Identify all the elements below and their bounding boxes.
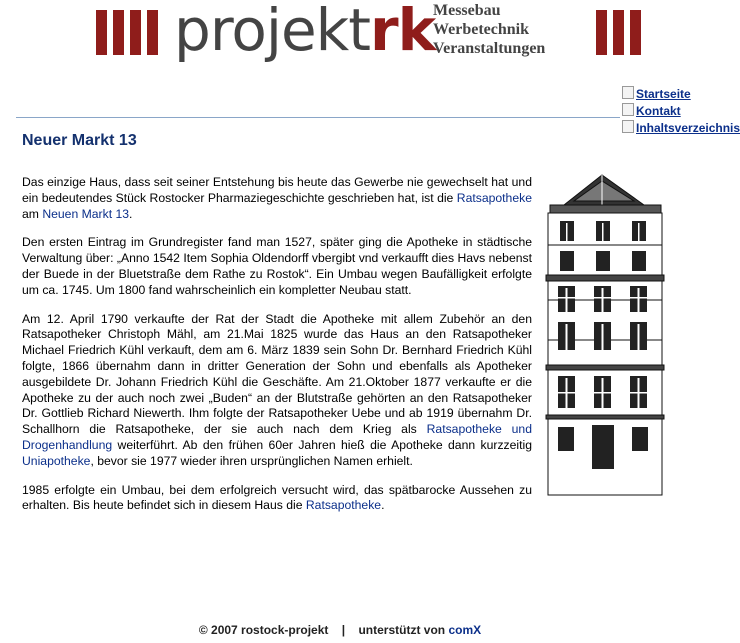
- paragraph-history: Den ersten Eintrag im Grundregister fand man 1527, später ging die Apotheke in städtische Verwaltung über: „Anno 1542 Item Sophia Oldendorff vbergibt vnd verkaufft dies Havs nebenst der Buede in der Bluetstraße dem Rathe zu Rostok“. Ein Umbau wegen Baufälligkeit erfolgte um ca. 1745. Um 1800 fand wahrscheinlich ein kompletter Neubau statt.: [22, 235, 532, 297]
- article-body: [22, 175, 668, 527]
- broken-image-icon: [622, 103, 634, 116]
- link-ratsapotheke-today[interactable]: Ratsapotheke: [305, 498, 382, 513]
- nav-link-startseite[interactable]: [622, 86, 691, 103]
- site-logo[interactable]: [174, 0, 435, 62]
- link-uniapotheke[interactable]: Uniapotheke: [22, 453, 91, 468]
- nav-link-label: Kontakt: [636, 104, 681, 118]
- header-divider: [16, 117, 620, 118]
- paragraph-text: weiterführt. Ab den frühen 60er Jahren hieß die Apotheke dann kurzzeitig: [112, 437, 532, 452]
- tagline-line: Messebau: [433, 2, 501, 19]
- building-illustration: [544, 175, 665, 495]
- page-title: Neuer Markt 13: [22, 132, 137, 149]
- paragraph-text: .: [381, 498, 385, 513]
- side-nav: [622, 86, 740, 137]
- footer-supporter-link[interactable]: comX: [448, 623, 482, 637]
- logo-text-accent: rk: [370, 0, 436, 64]
- nav-link-inhaltsverzeichnis[interactable]: [622, 120, 740, 137]
- broken-image-icon: [622, 86, 634, 99]
- tagline-line: Veranstaltungen: [433, 40, 546, 57]
- broken-image-icon: [622, 120, 634, 133]
- nav-link-label: Inhaltsverzeichnis: [636, 121, 740, 135]
- link-ratsapotheke[interactable]: Ratsapotheke: [456, 190, 532, 205]
- footer-supported-by: unterstützt von: [358, 623, 446, 637]
- site-header: [0, 0, 680, 70]
- tagline-line: Werbetechnik: [433, 21, 529, 38]
- nav-link-label: Startseite: [636, 87, 691, 101]
- link-ratsapotheke-drogenhandlung[interactable]: Ratsapotheke und Drogenhandlung: [22, 422, 532, 452]
- nav-link-kontakt[interactable]: [622, 103, 680, 120]
- paragraph-text: Am 12. April 1790 verkaufte der Rat der Stadt die Apotheke mit allem Zubehör an den Ratsapotheker Christoph Mähl, am 21.Mai 1825 wurde das Haus an den Ratsapotheker Michael Friedrich Kühl verkauft, dem am 6. März 1839 sein Sohn Dr. Bernhard Friedrich Kühl folgte, 1866 übernahm dann in dritter Generation der Sohn und ebenfalls als Apotheker ausgebildete Dr. Johann Friedrich Kühl die Geschäfte. Am 21.Oktober 1877 verkaufte er die Apotheke zu der auch noch zwei „Buden“ an der Blutstraße gehörten an den Ratsapotheker Dr. Gottlieb Richard Niewerth. Ihm folgte der Ratsapotheker Uebe und ab 1919 übernahm Dr. Schallhorn die Ratsapotheke, der sie auch nach dem Krieg als: [22, 311, 532, 437]
- link-neuer-markt-13[interactable]: Neuen Markt 13: [42, 206, 130, 221]
- paragraph-text: Das einzige Haus, dass seit seiner Entstehung bis heute das Gewerbe nie gewechselt hat und ein bedeutendes Stück Rostocker Pharmaziegeschichte geschrieben hat, ist die: [22, 175, 532, 205]
- paragraph-text: , bevor sie 1977 wieder ihren ursprünglichen Namen erhielt.: [90, 453, 413, 468]
- paragraph-text: .: [129, 206, 133, 221]
- footer-separator: |: [341, 623, 346, 637]
- logo-text-main: projekt: [174, 0, 370, 64]
- tagline: [433, 1, 545, 58]
- site-footer: [0, 623, 680, 637]
- paragraph-text: 1985 erfolgte ein Umbau, bei dem erfolgreich versucht wird, das spätbarocke Aussehen zu erhalten. Bis heute befindet sich in diesem Haus die: [22, 482, 532, 513]
- footer-copyright: © 2007 rostock-projekt: [198, 623, 329, 637]
- paragraph-text: am: [22, 206, 43, 221]
